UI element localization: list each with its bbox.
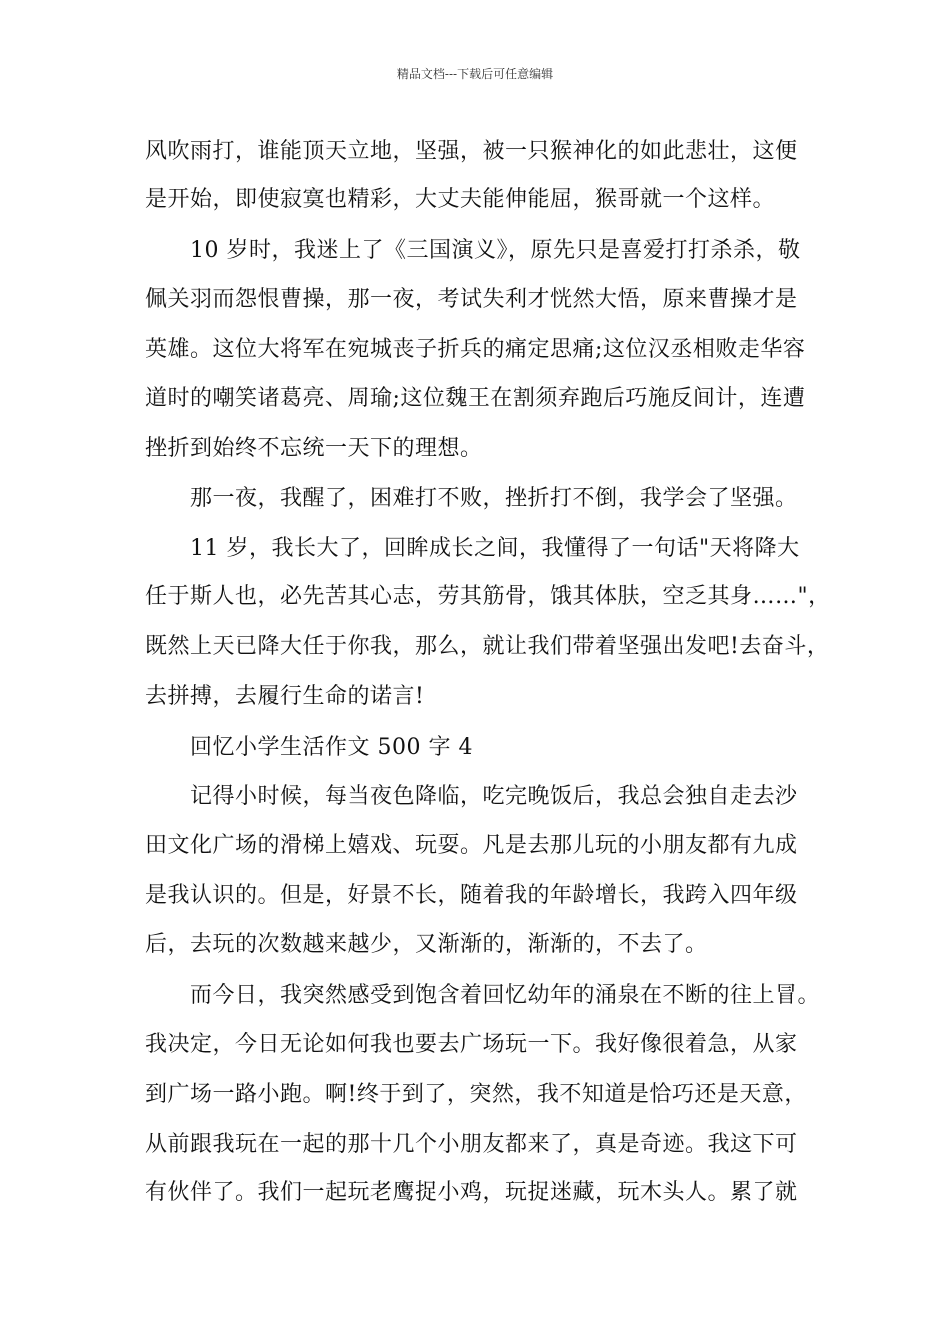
text-line: 到广场一路小跑。啊!终于到了，突然，我不知道是恰巧还是天意， (145, 1082, 807, 1107)
text-line: 从前跟我玩在一起的那十几个小朋友都来了，真是奇迹。我这下可 (145, 1132, 798, 1157)
text-line: 佩关羽而怨恨曹操，那一夜，考试失利才恍然大悟，原来曹操才是 (145, 287, 798, 312)
text-line: 是开始，即使寂寞也精彩，大丈夫能伸能屈，猴哥就一个这样。 (145, 187, 776, 212)
text-line: 英雄。这位大将军在宛城丧子折兵的痛定思痛;这位汉丞相败走华容 (145, 337, 806, 362)
text-line: 是我认识的。但是，好景不长，随着我的年龄增长，我跨入四年级 (145, 883, 798, 908)
section-heading: 回忆小学生活作文 500 字 4 (190, 735, 473, 760)
text-line: 记得小时候，每当夜色降临，吃完晚饭后，我总会独自走去沙 (190, 784, 798, 809)
text-line: 而今日，我突然感受到饱含着回忆幼年的涌泉在不断的往上冒。 (190, 983, 821, 1008)
text-line: 道时的嘲笑诸葛亮、周瑜;这位魏王在割须弃跑后巧施反间计，连遭 (145, 386, 806, 411)
text-line: 去拼搏，去履行生命的诺言! (145, 684, 425, 709)
text-line: 我决定，今日无论如何我也要去广场玩一下。我好像很着急，从家 (145, 1032, 798, 1057)
text-line: 任于斯人也，必先苦其心志，劳其筋骨，饿其体肤，空乏其身……"， (145, 584, 831, 609)
text-line: 11 岁，我长大了，回眸成长之间，我懂得了一句话"天将降大 (190, 536, 800, 561)
text-line: 有伙伴了。我们一起玩老鹰捉小鸡，玩捉迷藏，玩木头人。累了就 (145, 1180, 798, 1205)
text-line: 那一夜，我醒了，困难打不败，挫折打不倒，我学会了坚强。 (190, 486, 798, 511)
text-line: 后，去玩的次数越来越少，又渐渐的，渐渐的，不去了。 (145, 932, 708, 957)
text-line: 既然上天已降大任于你我，那么，就让我们带着坚强出发吧!去奋斗， (145, 634, 830, 659)
text-line: 风吹雨打，谁能顶天立地，坚强，被一只猴神化的如此悲壮，这便 (145, 139, 798, 164)
text-line: 挫折到始终不忘统一天下的理想。 (145, 436, 483, 461)
page-header: 精品文档---下载后可任意编辑 (396, 67, 554, 81)
text-line: 田文化广场的滑梯上嬉戏、玩耍。凡是去那儿玩的小朋友都有九成 (145, 833, 798, 858)
text-line: 10 岁时，我迷上了《三国演义》，原先只是喜爱打打杀杀，敬 (190, 238, 801, 263)
